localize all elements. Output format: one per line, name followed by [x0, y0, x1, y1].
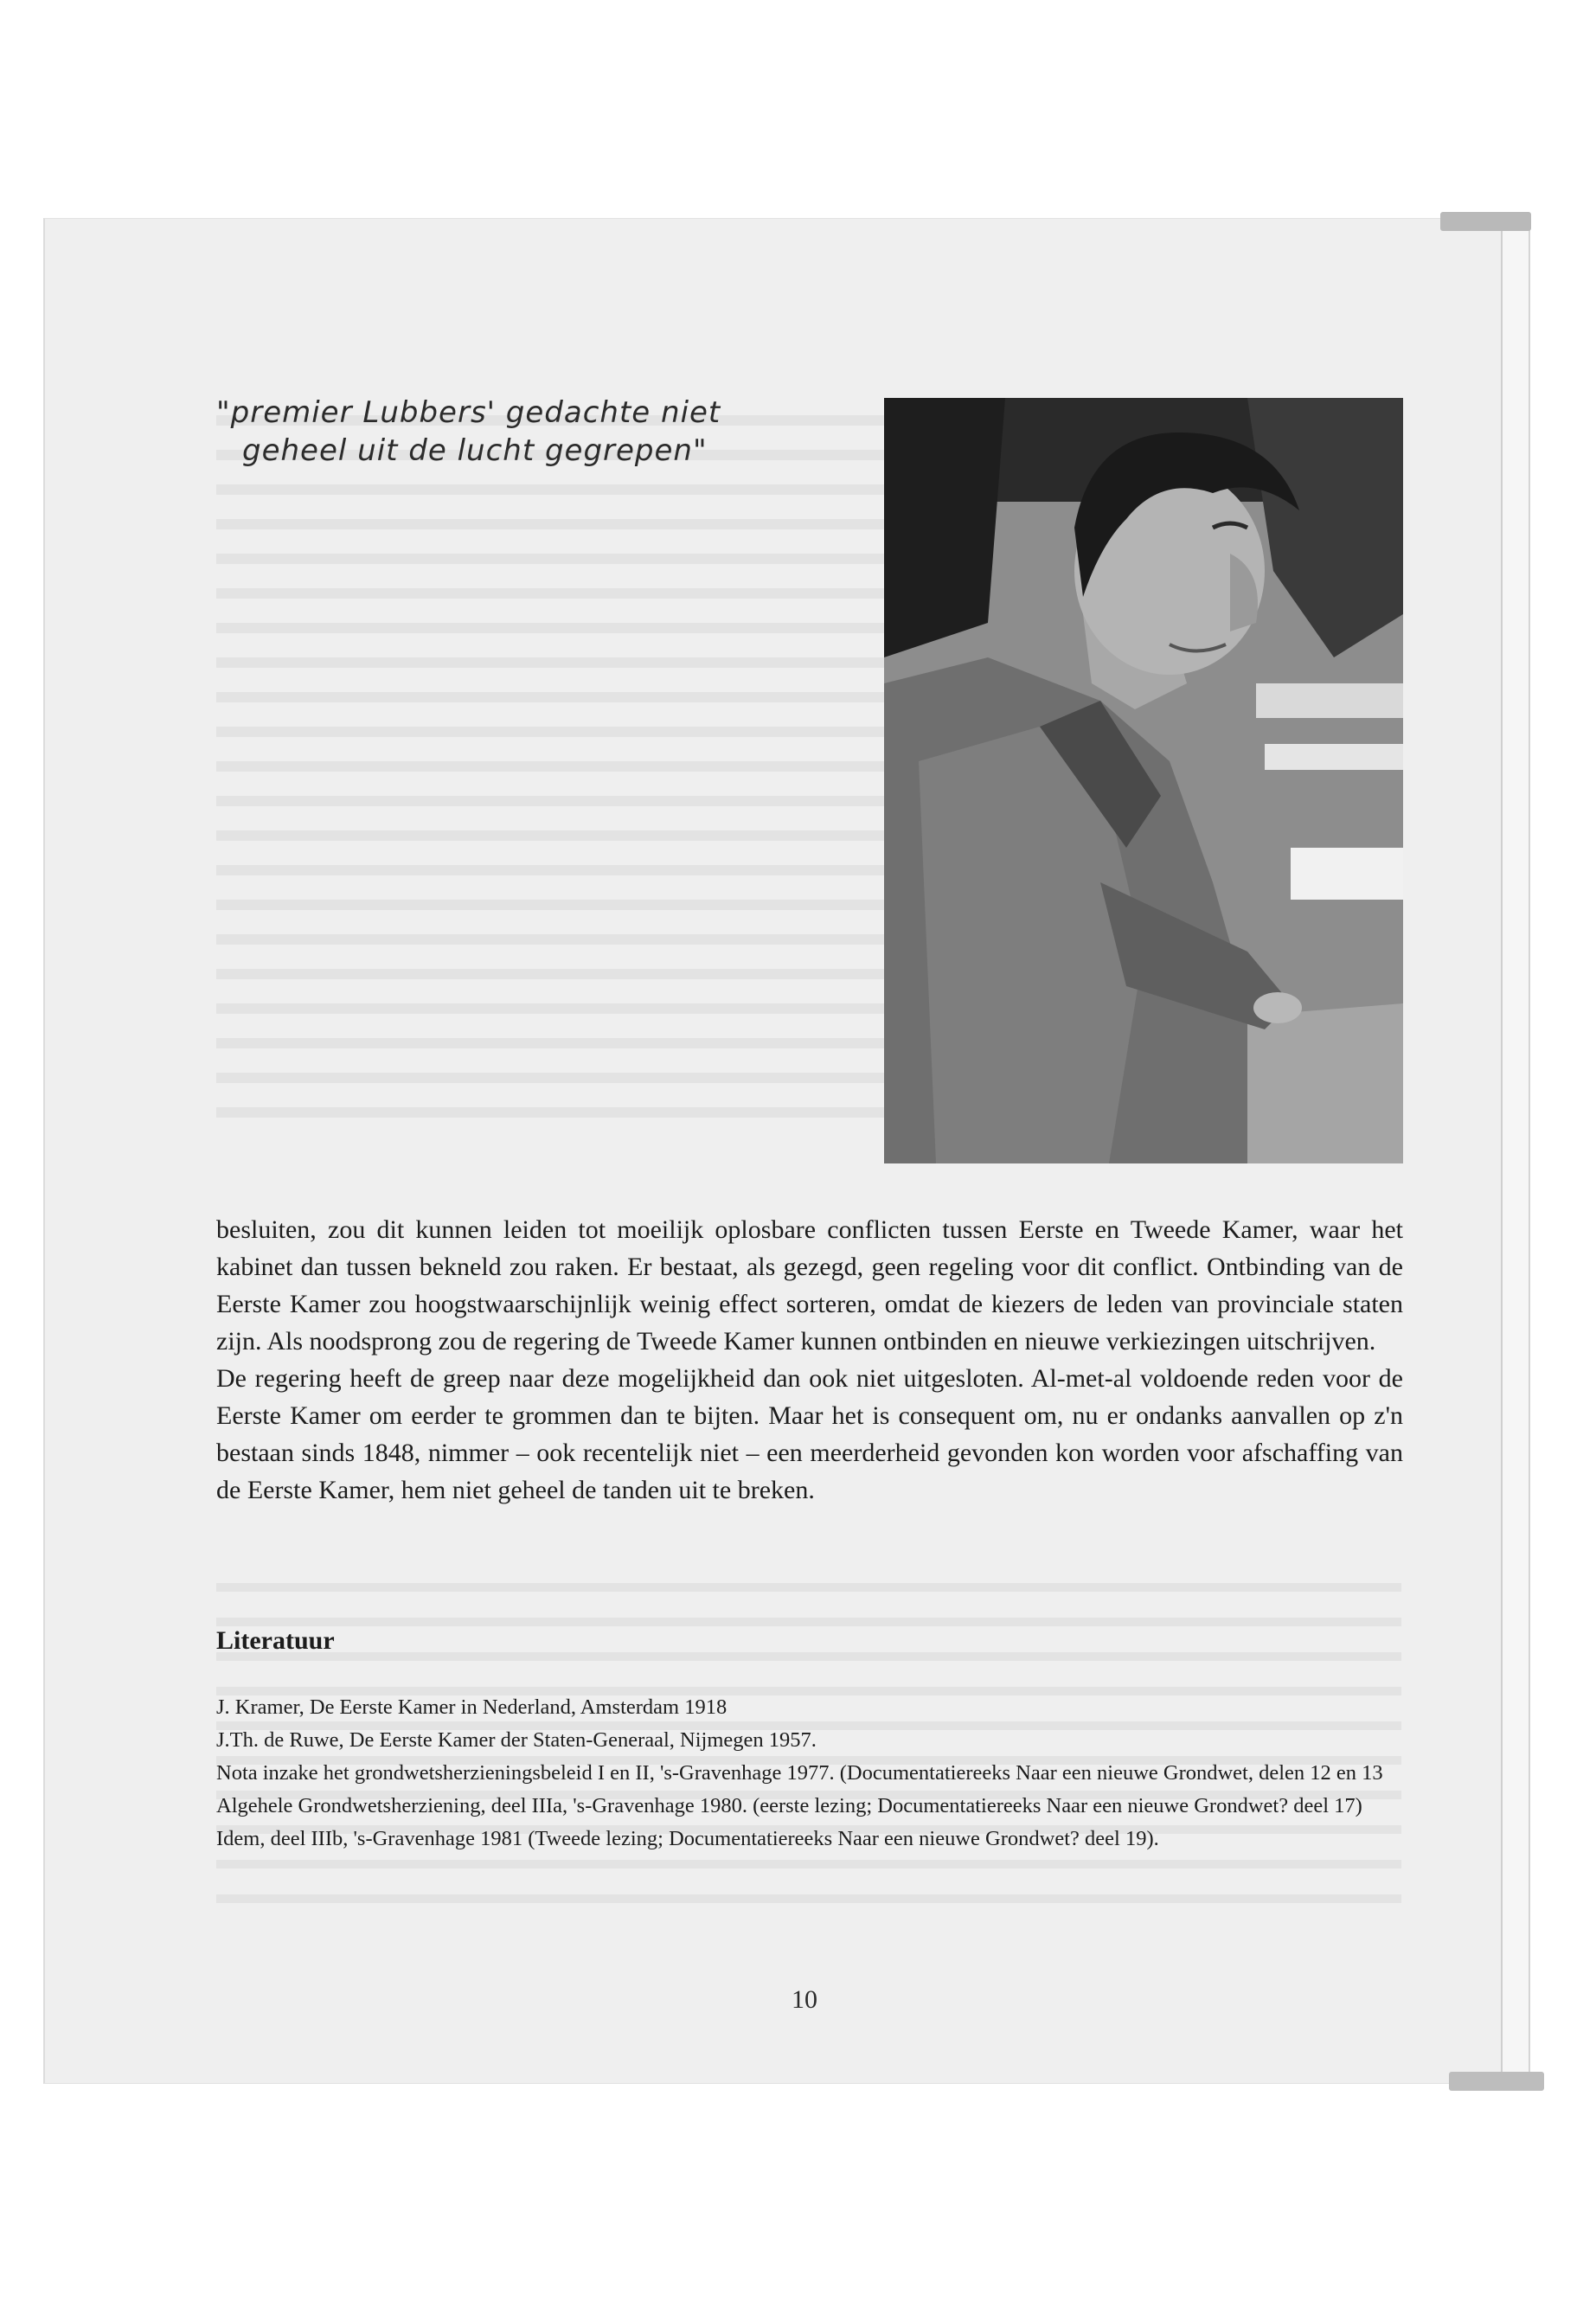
caption-line-1: "premier Lubbers' gedachte niet: [216, 395, 721, 430]
page-edge: [1501, 221, 1530, 2080]
body-paragraph-2: De regering heeft de greep naar deze mogelijkheid dan ook niet uitgesloten. Al-met-al voldoende reden voor de Eerste Kamer om eerder te grommen dan te bijten. Maar het is consequent om, nu er ondanks aanvallen op z'n bestaan sinds 1848, nimmer – ook recentelijk niet – een meerderheid gevonden kon worden voor afschaffing van de Eerste Kamer, hem niet geheel de tanden uit te breken.: [216, 1364, 1403, 1504]
binder-clip-bottom: [1449, 2072, 1544, 2091]
caption-line-2: geheel uit de lucht gegrepen": [242, 433, 708, 468]
photo-man-in-suit-icon: [884, 398, 1403, 1163]
reference-item: Idem, deel IIIb, 's-Gravenhage 1981 (Tweede lezing; Documentatiereeks Naar een nieuwe Grondwet? deel 19).: [216, 1827, 1159, 1850]
body-paragraph-1: besluiten, zou dit kunnen leiden tot moeilijk oplosbare conflicten tussen Eerste en Tweede Kamer, waar het kabinet dan tussen bekneld zou raken. Er bestaat, als gezegd, geen regeling voor dit conflict. Ontbinding van de Eerste Kamer zou hoogstwaarschijnlijk weinig effect sorteren, omdat de kiezers de leden van provinciale staten zijn. Als noodsprong zou de regering de Tweede Kamer kunnen ontbinden en nieuwe verkiezingen uitschrijven.: [216, 1215, 1403, 1356]
binder-clip-top: [1440, 212, 1531, 231]
page-number: 10: [792, 1985, 817, 2014]
photo-caption: [216, 394, 908, 470]
reference-item: J. Kramer, De Eerste Kamer in Nederland, Amsterdam 1918: [216, 1695, 727, 1719]
reference-list: [216, 1691, 1403, 1856]
reference-item: J.Th. de Ruwe, De Eerste Kamer der Staten-Generaal, Nijmegen 1957.: [216, 1728, 817, 1752]
reference-item: Algehele Grondwetsherziening, deel IIIa, 's-Gravenhage 1980. (eerste lezing; Documentatiereeks Naar een nieuwe Grondwet? deel 17): [216, 1794, 1362, 1817]
reference-item: Nota inzake het grondwetsherzieningsbeleid I en II, 's-Gravenhage 1977. (Documentatiereeks Naar een nieuwe Grondwet, delen 12 en 13: [216, 1761, 1383, 1785]
literature-heading: Literatuur: [216, 1626, 335, 1655]
body-text: [216, 1211, 1403, 1509]
